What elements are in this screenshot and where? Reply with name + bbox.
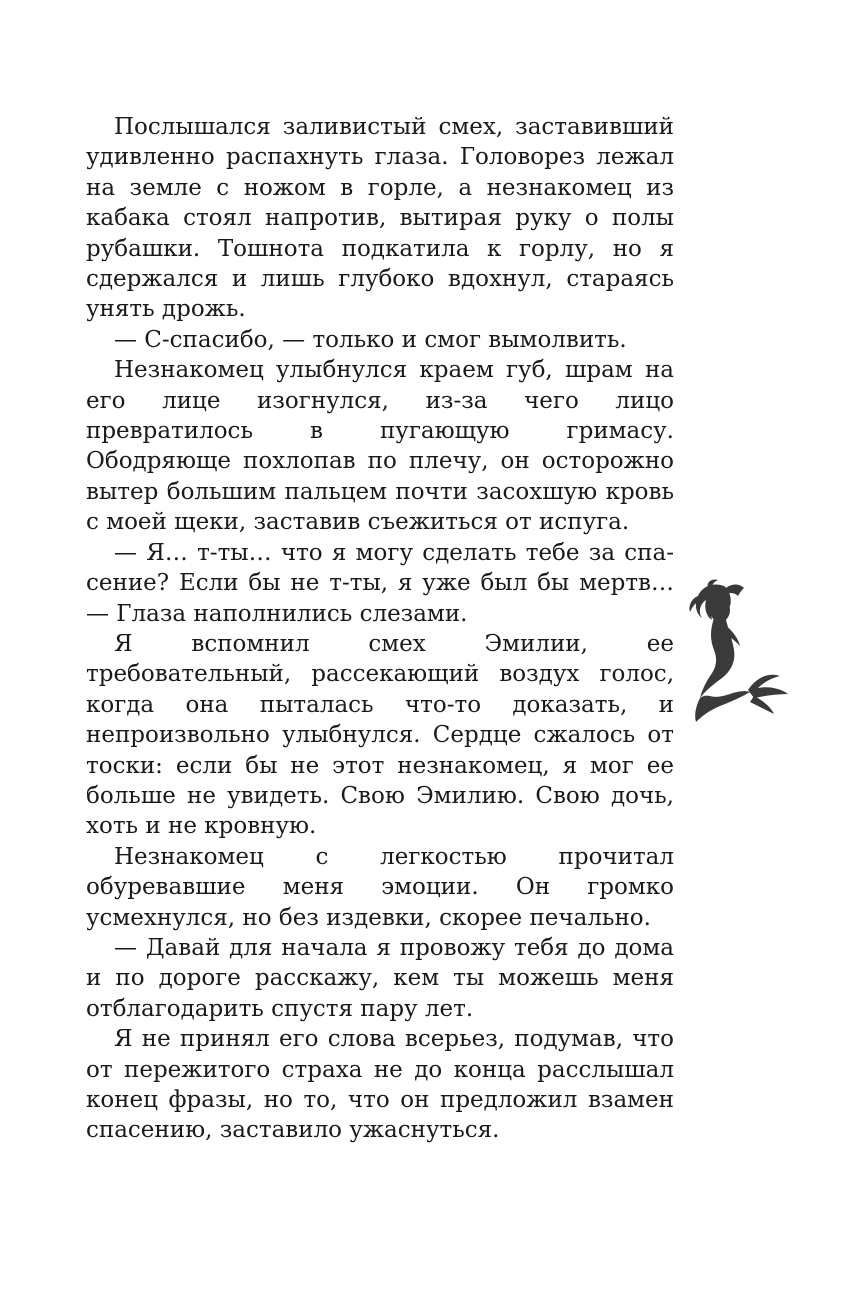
paragraph-8: Я не принял его слова всерьез, подумав, что от пережитого страха не до конца расслышал конец фразы, но то, что он предложил взамен спасению, заставило ужаснуться. — [86, 1026, 674, 1144]
paragraph-1: Послышался заливистый смех, заставивший удивленно распахнуть глаза. Головорез лежал на земле с ножом в горле, а незнакомец из кабака стоял напротив, вытирая руку о полы рубашки. Тошнота подкатила к горлу, но я сдержался и лишь глубоко вдохнул, стараясь унять дрожь. — [86, 114, 674, 323]
paragraph-2: — С-спасибо, — только и смог вымолвить. — [114, 326, 627, 353]
mermaid-silhouette-icon — [684, 578, 790, 728]
paragraph-3: Незнакомец улыбнулся краем губ, шрам на его лице изогнулся, из-за чего лицо превратилось в пугающую гримасу. Ободряюще похлопав по плечу, он осторожно вытер большим пальцем почти засохшую кровь с моей щеки, заставив съежиться от испуга. — [86, 357, 674, 536]
paragraph-4: — Я… т-ты… что я могу сделать тебе за спасение? Если бы не т-ты, я уже был бы мертв… — Глаза наполнились слезами. — [86, 539, 674, 627]
paragraph-5: Я вспомнил смех Эмилии, ее требовательный, рассекающий воздух голос, когда она пыталась что-то доказать, и непроизвольно улыбнулся. Сердце сжалось от тоски: если бы не этот незнакомец, я мог ее больше не увидеть. Свою Эмилию. Свою дочь, хоть и не кровную. — [86, 630, 674, 840]
paragraph-7: — Давай для начала я провожу тебя до дома и по дороге расскажу, кем ты можешь меня отблагодарить спустя пару лет. — [86, 934, 674, 1022]
body-text — [86, 112, 674, 1146]
paragraph-6: Незнакомец с легкостью прочитал обуревавшие меня эмоции. Он громко усмехнулся, но без издевки, скорее печально. — [86, 843, 674, 931]
